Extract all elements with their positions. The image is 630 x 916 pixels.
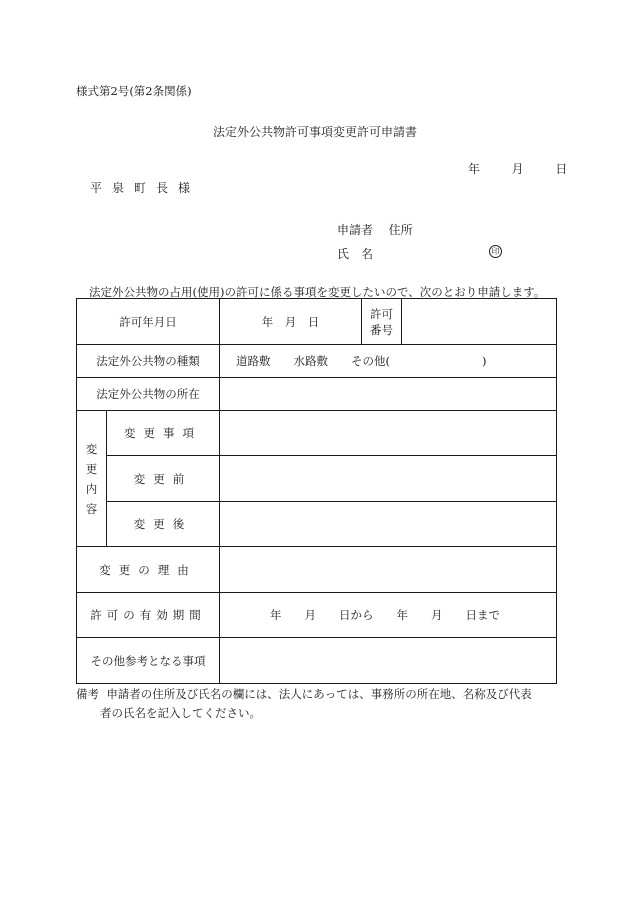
before-label: 変更前 (107, 456, 220, 502)
table-row (77, 345, 557, 378)
seal-mark: 印 (489, 245, 502, 258)
permit-number-field[interactable] (402, 299, 557, 345)
change-content-label (77, 411, 107, 547)
change-content-char-3: 内 (85, 481, 98, 496)
after-label: 変更後 (107, 502, 220, 547)
change-item-field[interactable] (220, 411, 557, 456)
remarks-label: 備考 (76, 687, 99, 701)
type-label: 法定外公共物の種類 (77, 345, 220, 378)
permit-number-label-line1: 許可 (370, 306, 393, 321)
table-row (77, 411, 557, 456)
after-field[interactable] (220, 502, 557, 547)
date-day-label: 日 (555, 162, 568, 176)
permit-number-label (362, 299, 402, 345)
other-label: その他参考となる事項 (77, 638, 220, 684)
permit-date-field[interactable]: 年 月 日 (220, 299, 362, 345)
location-label: 法定外公共物の所在 (77, 378, 220, 411)
remarks-line-2: 者の氏名を記入してください。 (100, 706, 261, 720)
address-label: 住所 (388, 223, 413, 237)
permit-number-label-line2: 番号 (370, 322, 393, 337)
name-label: 氏名 (337, 247, 386, 261)
date-year-label: 年 (468, 162, 481, 176)
remarks (76, 685, 556, 723)
permit-date-label: 許可年月日 (77, 299, 220, 345)
location-field[interactable] (220, 378, 557, 411)
table-row (77, 502, 557, 547)
table-row (77, 638, 557, 684)
application-date (468, 160, 567, 177)
change-content-char-4: 容 (85, 501, 98, 516)
validity-field[interactable]: 年 月 日から 年 月 日まで (220, 593, 557, 638)
other-field[interactable] (220, 638, 557, 684)
change-content-char-2: 更 (85, 461, 98, 476)
intro-text: 法定外公共物の占用(使用)の許可に係る事項を変更したいので、次のとおり申請します。 (89, 285, 546, 299)
table-row (77, 299, 557, 345)
table-row (77, 593, 557, 638)
document-title: 法定外公共物許可事項変更許可申請書 (212, 125, 417, 139)
date-month-label: 月 (511, 162, 524, 176)
addressee: 平泉町長様 (90, 181, 201, 195)
remarks-line-1: 申請者の住所及び氏名の欄には、法人にあっては、事務所の所在地、名称及び代表 (106, 687, 532, 701)
table-row (77, 456, 557, 502)
application-table (76, 298, 557, 684)
applicant-address-row (337, 221, 413, 238)
reason-label: 変更の理由 (77, 547, 220, 593)
applicant-label: 申請者 (337, 223, 374, 237)
reason-field[interactable] (220, 547, 557, 593)
applicant-name-row (337, 245, 385, 262)
form-number: 様式第2号(第2条関係) (76, 84, 192, 98)
table-row (77, 547, 557, 593)
change-item-label: 変更事項 (107, 411, 220, 456)
before-field[interactable] (220, 456, 557, 502)
table-row (77, 378, 557, 411)
change-content-char-1: 変 (85, 441, 98, 456)
type-options[interactable]: 道路敷 水路敷 その他( ) (220, 345, 557, 378)
validity-label: 許可の有効期間 (77, 593, 220, 638)
